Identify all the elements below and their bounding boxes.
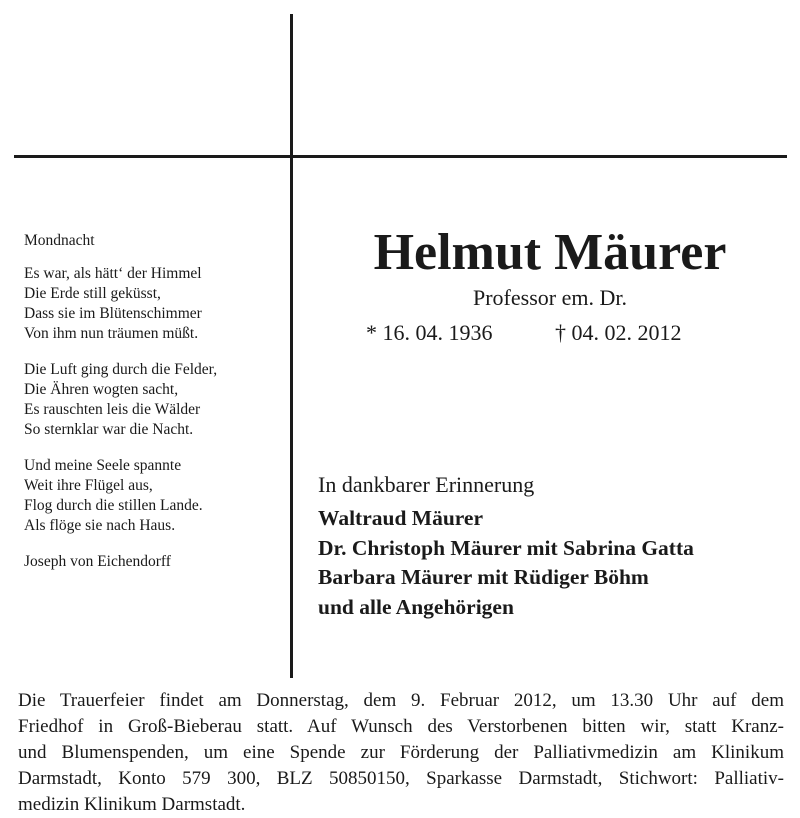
poem-line: Die Luft ging durch die Felder, <box>24 361 218 378</box>
notice-line: und Blumenspenden, um eine Spende zur Förderung der Palliativmedizin am Klinikum <box>18 742 784 763</box>
poem-line: Es rauschten leis die Wälder <box>24 401 201 418</box>
deceased-name: Helmut Mäurer <box>373 224 727 281</box>
poem-line: So sternklar war die Nacht. <box>24 421 194 438</box>
poem-line: Als flöge sie nach Haus. <box>24 517 176 534</box>
poem-line: Es war, als hätt‘ der Himmel <box>24 265 202 282</box>
birth-date: * 16. 04. 1936 <box>366 320 493 345</box>
poem-line: Und meine Seele spannte <box>24 457 182 474</box>
cross-horizontal-line <box>14 155 787 158</box>
mourner-name: und alle Angehörigen <box>318 594 514 619</box>
poem-stanza-2 <box>24 360 284 440</box>
mourner-name: Dr. Christoph Mäurer mit Sabrina Gatta <box>318 535 694 560</box>
funeral-notice <box>18 688 784 818</box>
notice-line: Die Trauerfeier findet am Donnerstag, dem 9. Februar 2012, um 13.30 Uhr auf dem <box>18 690 784 711</box>
poem-line: Weit ihre Flügel aus, <box>24 477 153 494</box>
notice-line: medizin Klinikum Darmstadt. <box>18 794 246 815</box>
mourner-name: Waltraud Mäurer <box>318 506 484 530</box>
poem <box>24 231 284 572</box>
poem-line: Die Ähren wogten sacht, <box>24 381 179 398</box>
death-date: † 04. 02. 2012 <box>555 320 682 345</box>
mourners-block <box>318 470 788 622</box>
cross-vertical-line <box>290 14 293 678</box>
notice-line: Darmstadt, Konto 579 300, BLZ 50850150, Sparkasse Darmstadt, Stichwort: Palliativ- <box>18 768 784 789</box>
poem-line: Die Erde still geküsst, <box>24 285 161 302</box>
deceased-title: Professor em. Dr. <box>473 285 627 310</box>
poem-line: Von ihm nun träumen müßt. <box>24 325 199 342</box>
remembrance-intro: In dankbarer Erinnerung <box>318 472 535 497</box>
poem-stanza-1 <box>24 264 284 344</box>
poem-author: Joseph von Eichendorff <box>24 553 171 570</box>
notice-line: Friedhof in Groß-Bieberau statt. Auf Wunsch des Verstorbenen bitten wir, statt Kranz- <box>18 716 784 737</box>
poem-line: Dass sie im Blütenschimmer <box>24 305 202 322</box>
poem-line: Flog durch die stillen Lande. <box>24 497 203 514</box>
poem-stanza-3 <box>24 456 284 536</box>
mourner-name: Barbara Mäurer mit Rüdiger Böhm <box>318 565 649 589</box>
poem-title: Mondnacht <box>24 232 95 249</box>
